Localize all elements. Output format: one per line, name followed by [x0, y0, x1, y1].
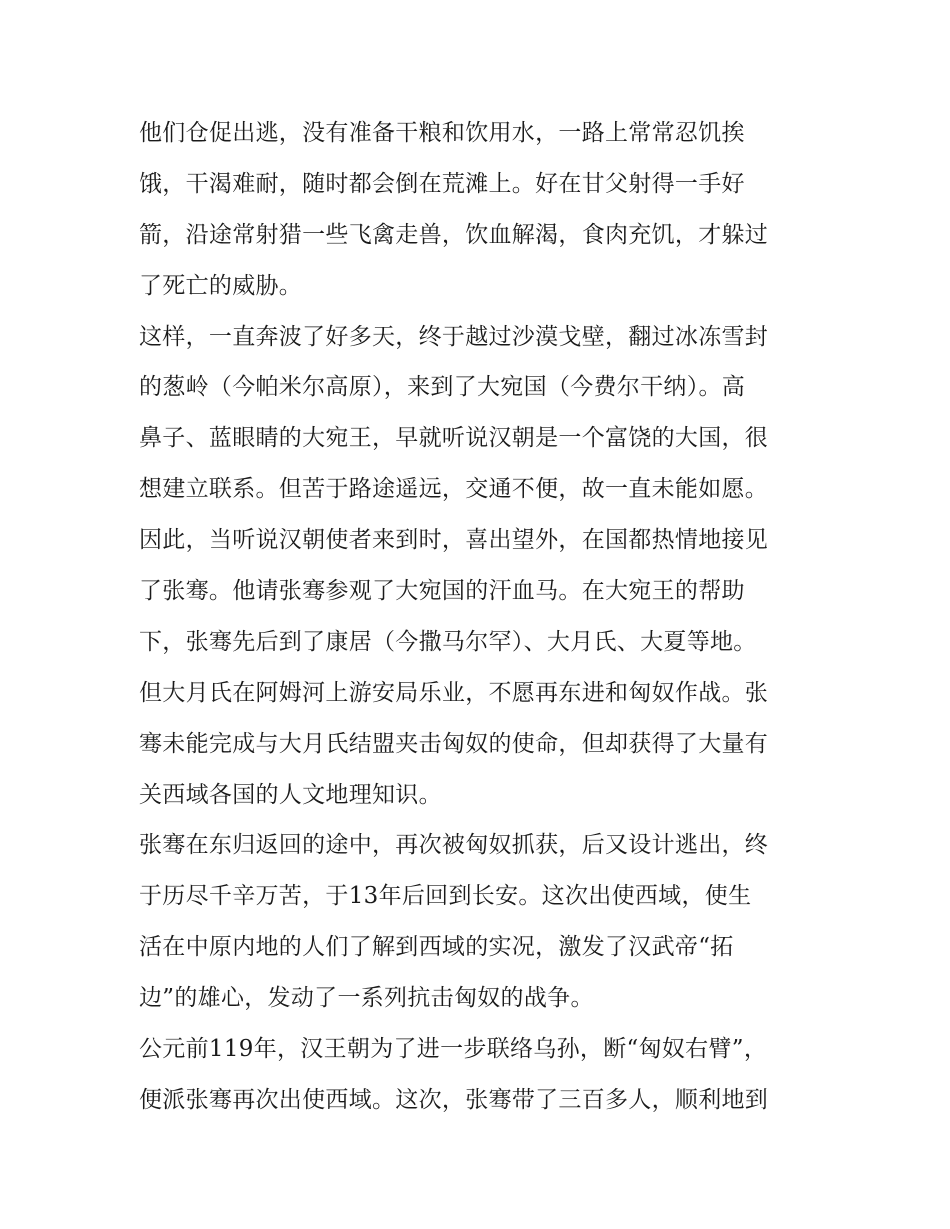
text-line: 于历尽千辛万苦，于13年后回到长安。这次出使西域，使生: [139, 883, 752, 910]
text-line: 下，张骞先后到了康居（今撒马尔罕）、大月氏、大夏等地。: [139, 628, 757, 655]
text-line: 因此，当听说汉朝使者来到时，喜出望外，在国都热情地接见: [139, 527, 769, 554]
text-line: 这样，一直奔波了好多天，终于越过沙漠戈壁，翻过冰冻雪封: [139, 323, 769, 350]
document-body: [139, 108, 819, 1126]
text-line: 想建立联系。但苦于路途遥远，交通不便，故一直未能如愿。: [139, 476, 769, 503]
text-line: 了张骞。他请张骞参观了大宛国的汗血马。在大宛王的帮助: [139, 578, 745, 605]
paragraph-escape: [139, 108, 819, 312]
text-line: 箭，沿途常射猎一些飞禽走兽，饮血解渴，食肉充饥，才躲过: [139, 221, 769, 248]
text-line: 鼻子、蓝眼睛的大宛王，早就听说汉朝是一个富饶的大国，很: [139, 425, 769, 452]
text-line: 骞未能完成与大月氏结盟夹击匈奴的使命，但却获得了大量有: [139, 730, 769, 757]
paragraph-dayuan: [139, 312, 819, 821]
text-line: 活在中原内地的人们了解到西域的实况，激发了汉武帝“拓: [139, 934, 734, 961]
text-line: 张骞在东归返回的途中，再次被匈奴抓获，后又设计逃出，终: [139, 832, 769, 859]
text-line: 公元前119年，汉王朝为了进一步联络乌孙，断“匈奴右臂”，: [139, 1036, 768, 1063]
text-line: 的葱岭（今帕米尔高原），来到了大宛国（今费尔干纳）。高: [139, 374, 746, 401]
text-line: 饿，干渴难耐，随时都会倒在荒滩上。好在甘父射得一手好: [139, 170, 745, 197]
text-line: 他们仓促出逃，没有准备干粮和饮用水，一路上常常忍饥挨: [139, 120, 745, 146]
text-line: 了死亡的威胁。: [139, 272, 303, 299]
text-line: 边”的雄心，发动了一系列抗击匈奴的战争。: [139, 985, 594, 1012]
text-line: 关西域各国的人文地理知识。: [139, 781, 442, 808]
text-line: 但大月氏在阿姆河上游安局乐业，不愿再东进和匈奴作战。张: [139, 679, 769, 706]
paragraph-second-mission: [139, 1024, 819, 1126]
paragraph-return: [139, 820, 819, 1024]
text-line: 便派张骞再次出使西域。这次，张骞带了三百多人，顺利地到: [139, 1086, 769, 1113]
